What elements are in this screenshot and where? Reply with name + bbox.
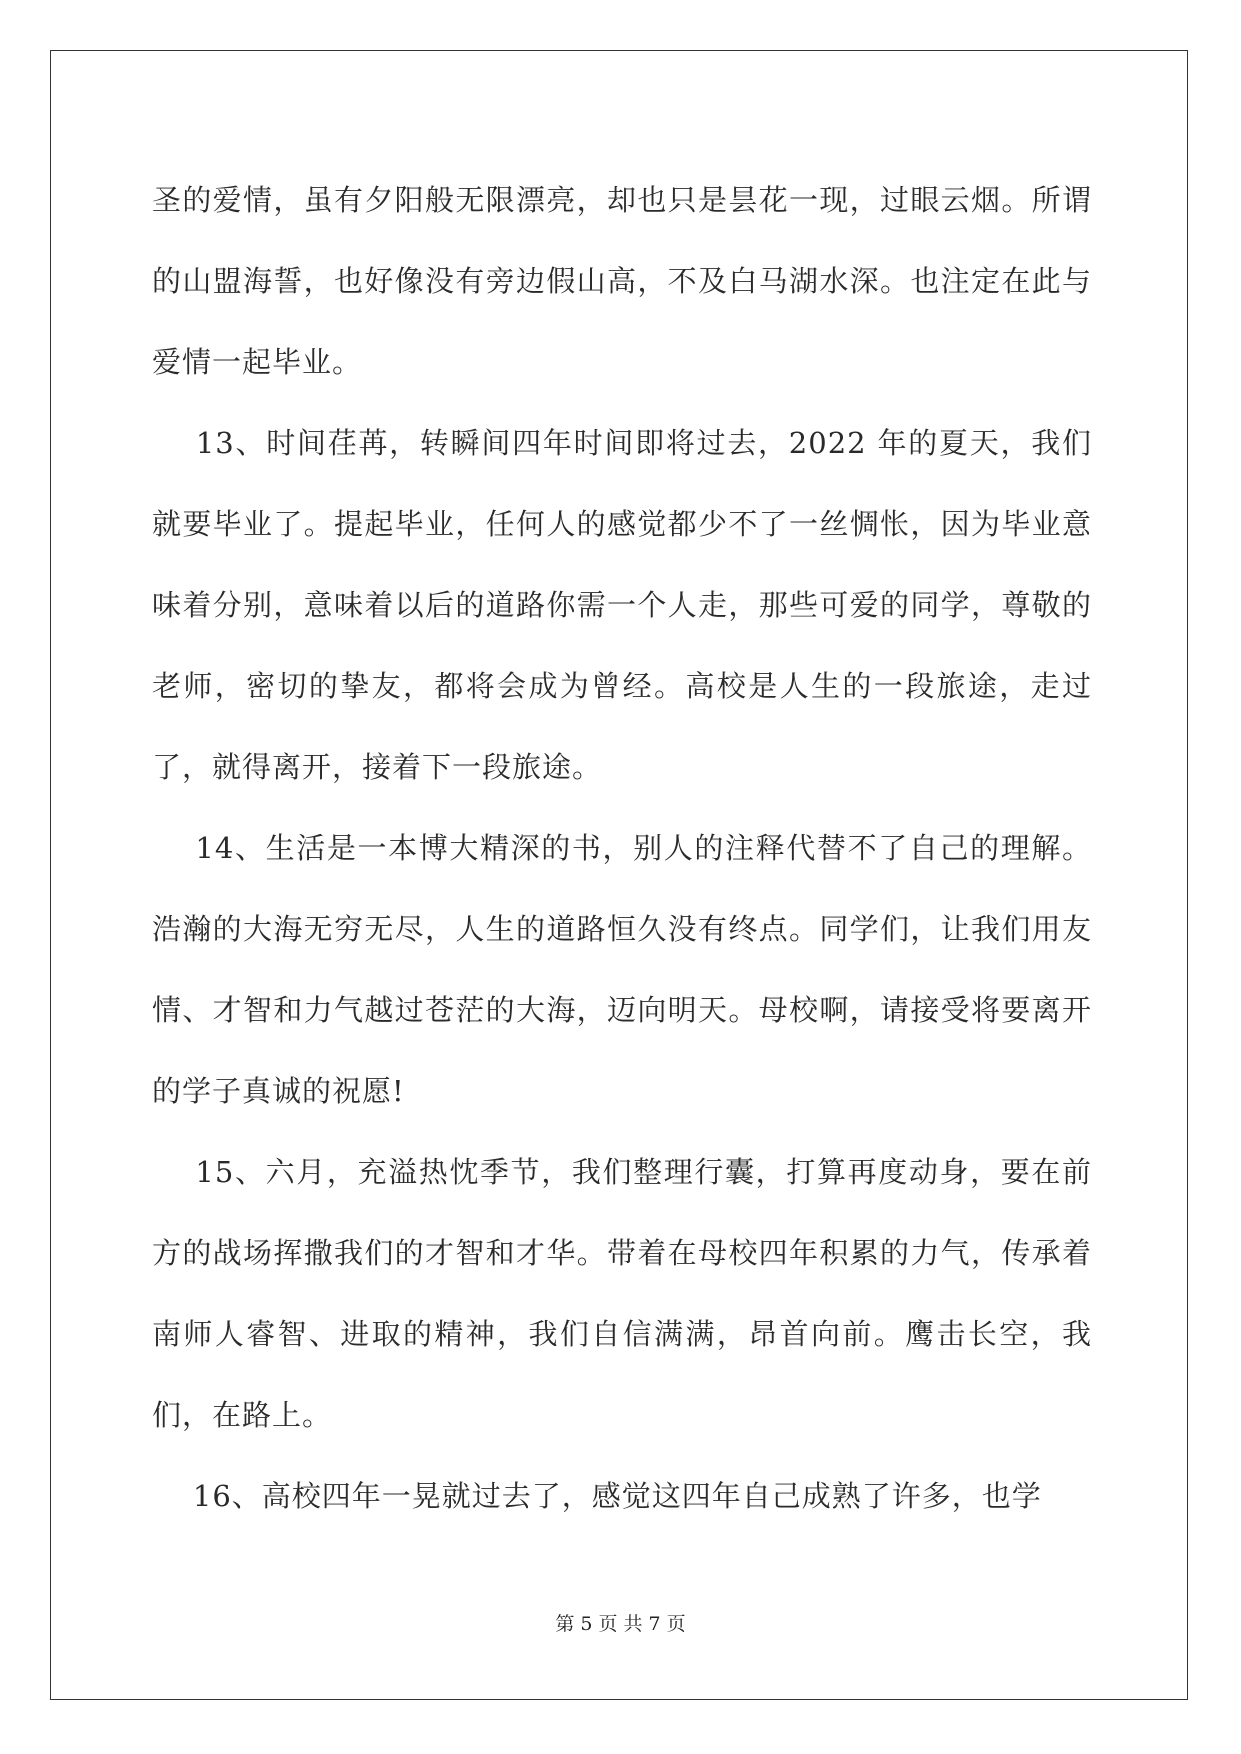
page-number-footer: 第 5 页 共 7 页 xyxy=(555,1613,686,1635)
paragraph-13: 13、时间荏苒，转瞬间四年时间即将过去，2022 年的夏天，我们就要毕业了。提起毕业，任何人的感觉都少不了一丝惆怅，因为毕业意味着分别，意味着以后的道路你需一个人走，那些可爱的同学，尊敬的老师，密切的挚友，都将会成为曾经。高校是人生的一段旅途，走过了，就得离开，接着下一段旅途。 xyxy=(152,426,1092,784)
paragraph-14: 14、生活是一本博大精深的书，别人的注释代替不了自己的理解。浩瀚的大海无穷无尽，人生的道路恒久没有终点。同学们，让我们用友情、才智和力气越过苍茫的大海，迈向明天。母校啊，请接受将要离开的学子真诚的祝愿! xyxy=(152,831,1093,1108)
paragraph-continuation: 圣的爱情，虽有夕阳般无限漂亮，却也只是昙花一现，过眼云烟。所谓的山盟海誓，也好像没有旁边假山高，不及白马湖水深。也注定在此与爱情一起毕业。 xyxy=(152,183,1092,379)
document-body xyxy=(152,160,1092,1537)
paragraph-16: 16、高校四年一晃就过去了，感觉这四年自己成熟了许多，也学 xyxy=(152,1479,1042,1513)
paragraph-15: 15、六月，充溢热忱季节，我们整理行囊，打算再度动身，要在前方的战场挥撒我们的才智和才华。带着在母校四年积累的力气，传承着南师人睿智、进取的精神，我们自信满满，昂首向前。鹰击长空，我们，在路上。 xyxy=(152,1155,1093,1432)
